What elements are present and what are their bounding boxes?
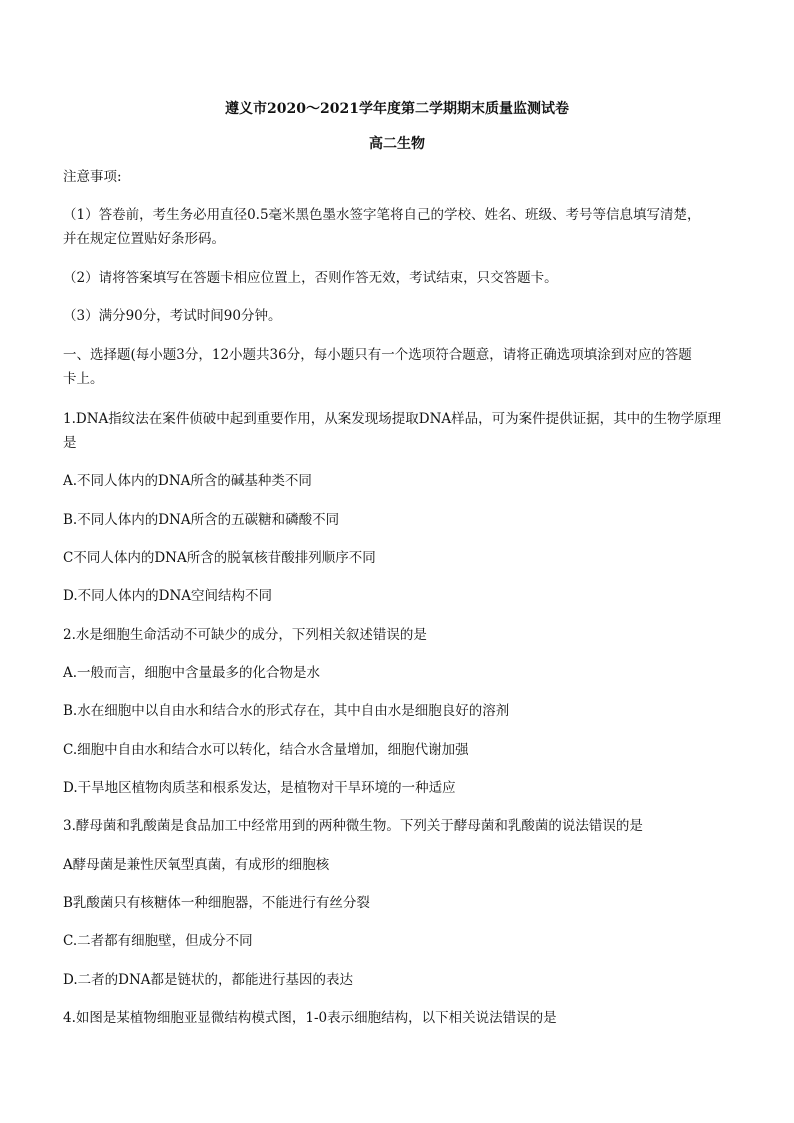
notice-line: （1）答卷前，考生务必用直径0.5毫米黑色墨水签字笔将自己的学校、姓名、班级、考号等信息填写清楚， (63, 207, 701, 223)
question-stem: 4.如图是某植物细胞亚显微结构模式图，1-0表示细胞结构，以下相关说法错误的是 (63, 1010, 557, 1026)
question-option: D.不同人体内的DNA空间结构不同 (63, 588, 273, 604)
question-option: A酵母菌是兼性厌氧型真菌，有成形的细胞核 (63, 857, 330, 873)
question-stem: 1.DNA指纹法在案件侦破中起到重要作用，从案发现场提取DNA样品，可为案件提供证据，其中的生物学原理 (63, 411, 722, 427)
question-stem: 3.酵母菌和乳酸菌是食品加工中经常用到的两种微生物。下列关于酵母菌和乳酸菌的说法错误的是 (63, 818, 643, 834)
question-option: B.不同人体内的DNA所含的五碳糖和磷酸不同 (63, 512, 340, 528)
notice-line: （2）请将答案填写在答题卡相应位置上，否则作答无效，考试结束，只交答题卡。 (63, 270, 558, 286)
question-stem: 2.水是细胞生命活动不可缺少的成分，下列相关叙述错误的是 (63, 627, 427, 643)
exam-subject: 高二生物 (369, 136, 425, 152)
question-option: C.细胞中自由水和结合水可以转化，结合水含量增加，细胞代谢加强 (63, 742, 469, 758)
section-heading: 一、选择题(每小题3分，12小题共36分，每小题只有一个选项符合题意，请将正确选项填涂到对应的答题 (63, 347, 692, 363)
question-option: A.一般而言，细胞中含量最多的化合物是水 (63, 665, 321, 681)
question-option: C不同人体内的DNA所含的脱氧核苷酸排列顺序不同 (63, 550, 376, 566)
question-option: A.不同人体内的DNA所含的碱基种类不同 (63, 473, 312, 489)
section-heading: 卡上。 (63, 371, 104, 387)
exam-title: 遵义市2020～2021学年度第二学期期末质量监测试卷 (225, 101, 569, 117)
question-option: D.二者的DNA都是链状的，都能进行基因的表达 (63, 972, 354, 988)
notice-line: （3）满分90分，考试时间90分钟。 (63, 308, 282, 324)
question-option: B.水在细胞中以自由水和结合水的形式存在，其中自由水是细胞良好的溶剂 (63, 703, 510, 719)
notice-line: 并在规定位置贴好条形码。 (63, 231, 225, 247)
question-option: C.二者都有细胞壁，但成分不同 (63, 933, 253, 949)
question-option: D.干旱地区植物肉质茎和根系发达，是植物对干旱环境的一种适应 (63, 780, 456, 796)
question-option: B乳酸菌只有核糖体一种细胞器，不能进行有丝分裂 (63, 895, 370, 911)
notice-heading: 注意事项: (63, 169, 122, 185)
question-stem: 是 (63, 435, 77, 451)
